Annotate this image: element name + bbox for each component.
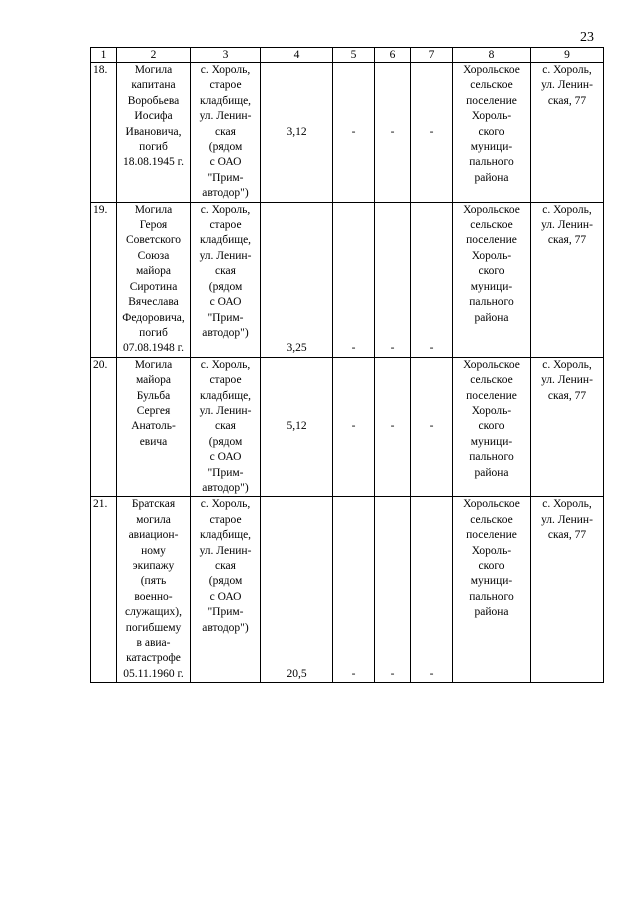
- page-number: 23: [580, 30, 594, 45]
- object-area: 3,25: [261, 202, 333, 357]
- object-location: с. Хороль, старое кладбище, ул. Ленин- ская (рядом с ОАО "Прим- автодор"): [191, 63, 261, 203]
- object-address: с. Хороль, ул. Ленин- ская, 77: [531, 357, 604, 497]
- object-location: с. Хороль, старое кладбище, ул. Ленин- ская (рядом с ОАО "Прим- автодор"): [191, 497, 261, 683]
- object-location: с. Хороль, старое кладбище, ул. Ленин- ская (рядом с ОАО "Прим- автодор"): [191, 202, 261, 357]
- column-header: 1: [91, 48, 117, 63]
- monuments-table: [90, 47, 604, 683]
- cell-col7: -: [411, 497, 453, 683]
- table-row: [91, 63, 604, 203]
- row-number: 19.: [91, 202, 117, 357]
- object-owner: Хорольское сельское поселение Хороль- ского муници- пального района: [453, 497, 531, 683]
- table-row: [91, 357, 604, 497]
- table-row: [91, 497, 604, 683]
- object-address: с. Хороль, ул. Ленин- ская, 77: [531, 497, 604, 683]
- cell-col5: -: [333, 357, 375, 497]
- object-area: 20,5: [261, 497, 333, 683]
- cell-col7: -: [411, 63, 453, 203]
- cell-col6: -: [375, 357, 411, 497]
- column-header: 3: [191, 48, 261, 63]
- object-area: 3,12: [261, 63, 333, 203]
- table-header-row: [91, 48, 604, 63]
- object-area: 5,12: [261, 357, 333, 497]
- object-address: с. Хороль, ул. Ленин- ская, 77: [531, 202, 604, 357]
- cell-col5: -: [333, 63, 375, 203]
- cell-col6: -: [375, 63, 411, 203]
- object-owner: Хорольское сельское поселение Хороль- ского муници- пального района: [453, 202, 531, 357]
- cell-col5: -: [333, 497, 375, 683]
- object-name: Братская могила авиацион- ному экипажу (пять военно- служащих), погибшему в авиа- катастрофе 05.11.1960 г.: [117, 497, 191, 683]
- row-number: 21.: [91, 497, 117, 683]
- object-name: Могила капитана Воробьева Иосифа Ивановича, погиб 18.08.1945 г.: [117, 63, 191, 203]
- object-location: с. Хороль, старое кладбище, ул. Ленин- ская (рядом с ОАО "Прим- автодор"): [191, 357, 261, 497]
- column-header: 5: [333, 48, 375, 63]
- cell-col6: -: [375, 202, 411, 357]
- column-header: 8: [453, 48, 531, 63]
- column-header: 4: [261, 48, 333, 63]
- table-row: [91, 202, 604, 357]
- object-owner: Хорольское сельское поселение Хороль- ского муници- пального района: [453, 357, 531, 497]
- column-header: 7: [411, 48, 453, 63]
- object-name: Могила майора Бульба Сергея Анатоль- евича: [117, 357, 191, 497]
- column-header: 9: [531, 48, 604, 63]
- cell-col5: -: [333, 202, 375, 357]
- column-header: 2: [117, 48, 191, 63]
- cell-col7: -: [411, 202, 453, 357]
- row-number: 20.: [91, 357, 117, 497]
- column-header: 6: [375, 48, 411, 63]
- cell-col6: -: [375, 497, 411, 683]
- cell-col7: -: [411, 357, 453, 497]
- object-address: с. Хороль, ул. Ленин- ская, 77: [531, 63, 604, 203]
- object-name: Могила Героя Советского Союза майора Сиротина Вячеслава Федоровича, погиб 07.08.1948 г.: [117, 202, 191, 357]
- row-number: 18.: [91, 63, 117, 203]
- object-owner: Хорольское сельское поселение Хороль- ского муници- пального района: [453, 63, 531, 203]
